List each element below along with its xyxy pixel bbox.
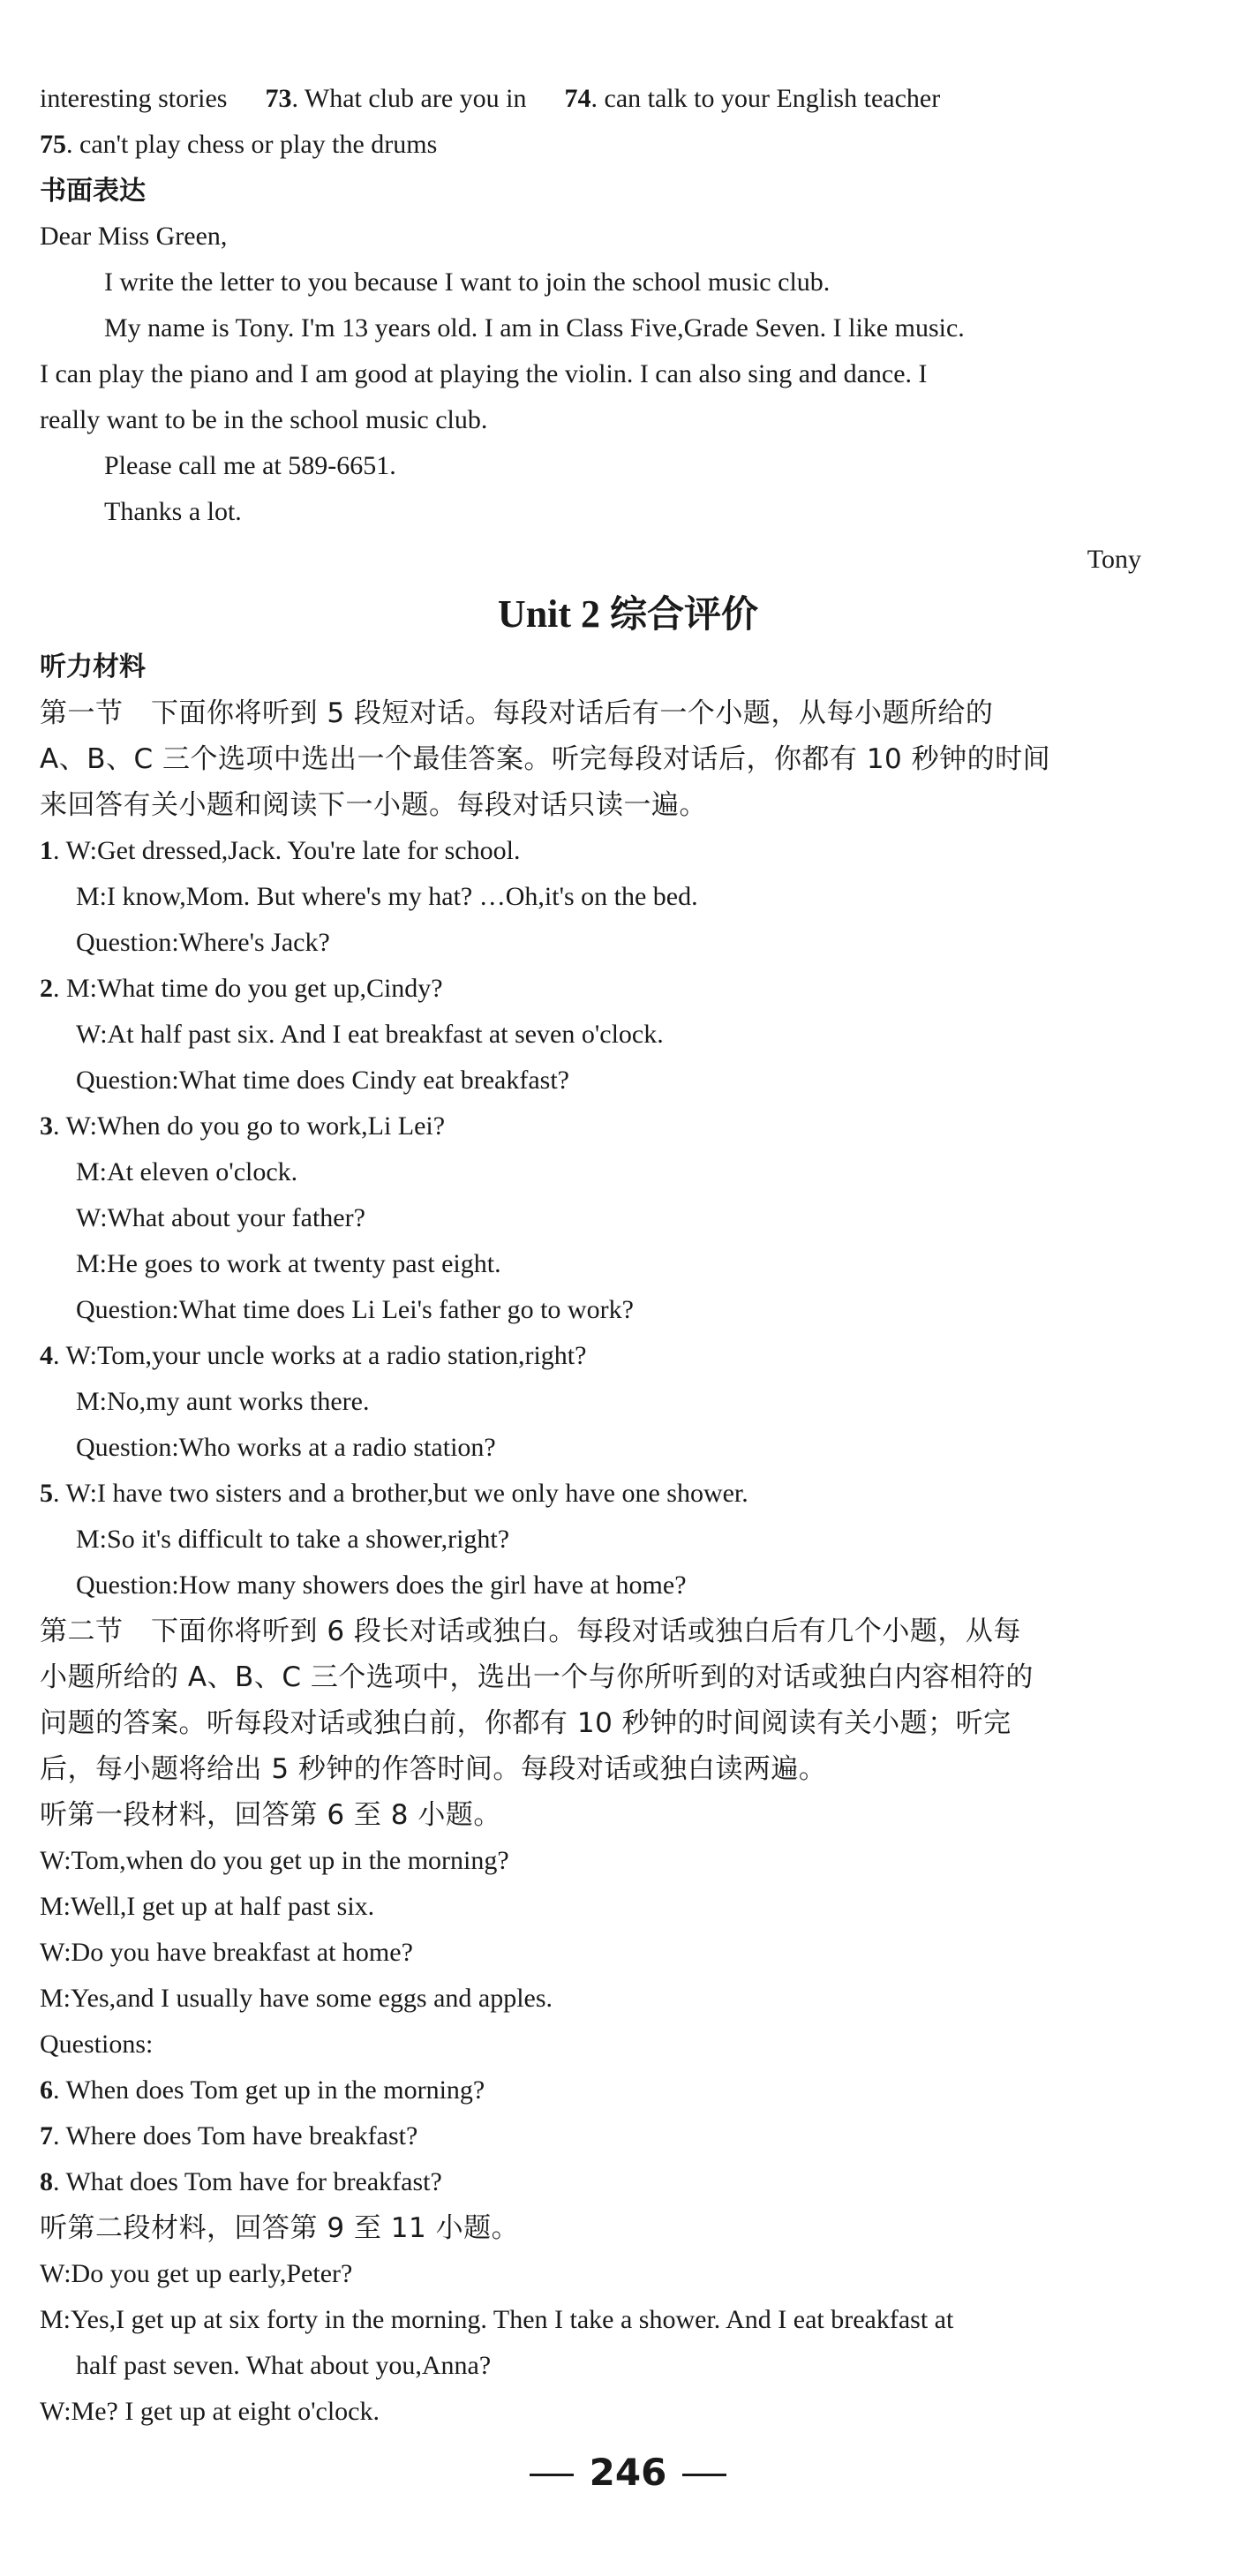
dialogue-line: M:I know,Mom. But where's my hat? …Oh,it's on the bed. xyxy=(76,882,698,911)
answer-number: 75 xyxy=(40,130,66,159)
letter-paragraph: My name is Tony. I'm 13 years old. I am in Class Five,Grade Seven. I like music. xyxy=(104,313,965,343)
dialogue-line xyxy=(40,1476,748,1511)
dialogue-line: W:Me? I get up at eight o'clock. xyxy=(40,2397,380,2426)
dialogue-line xyxy=(40,1109,445,1144)
dialogue-line: M:Yes,I get up at six forty in the morning. Then I take a shower. And I eat breakfast at xyxy=(40,2305,954,2334)
listening-heading: 听力材料 xyxy=(40,652,146,682)
letter-signature: Tony xyxy=(1087,545,1141,574)
dialogue-line: W:What about your father? xyxy=(76,1203,365,1232)
dialogue-line: half past seven. What about you,Anna? xyxy=(76,2351,492,2380)
dialogue-line: W:Do you get up early,Peter? xyxy=(40,2259,353,2288)
question-line xyxy=(40,2073,485,2108)
question-number: 8 xyxy=(40,2167,53,2196)
page-footer xyxy=(0,2451,1256,2495)
question-number: 3 xyxy=(40,1111,53,1141)
letter-paragraph: Thanks a lot. xyxy=(104,497,242,526)
section1-instruction: 第一节 下面你将听到 5 段短对话。每段对话后有一个小题，从每小题所给的 xyxy=(40,697,994,729)
question-line: Question:How many showers does the girl have at home? xyxy=(76,1570,687,1600)
dialogue-text: . M:What time do you get up,Cindy? xyxy=(53,974,443,1003)
question-line: Question:What time does Cindy eat breakfast? xyxy=(76,1066,569,1095)
dialogue-text: . W:Tom,your uncle works at a radio station,right? xyxy=(53,1341,587,1370)
dialogue-line: M:No,my aunt works there. xyxy=(76,1387,370,1416)
letter-paragraph: really want to be in the school music club. xyxy=(40,405,488,434)
question-line: Question:What time does Li Lei's father go to work? xyxy=(76,1295,634,1324)
dialogue-text: . W:Get dressed,Jack. You're late for school. xyxy=(53,836,521,865)
question-line xyxy=(40,2165,442,2200)
question-line: Question:Where's Jack? xyxy=(76,928,330,957)
letter-paragraph: I write the letter to you because I want to join the school music club. xyxy=(104,267,831,297)
answer-text: . can talk to your English teacher xyxy=(590,84,941,113)
dialogue-line: W:At half past six. And I eat breakfast at seven o'clock. xyxy=(76,1020,664,1049)
dialogue-line: M:Well,I get up at half past six. xyxy=(40,1892,375,1921)
dialogue-line xyxy=(40,833,520,869)
unit-title xyxy=(0,590,1256,639)
question-text: . When does Tom get up in the morning? xyxy=(53,2075,485,2105)
dialogue-text: . W:I have two sisters and a brother,but we only have one shower. xyxy=(53,1479,748,1508)
question-number: 1 xyxy=(40,836,53,865)
dialogue-line: W:Do you have breakfast at home? xyxy=(40,1938,413,1967)
question-number: 7 xyxy=(40,2121,53,2150)
dialogue-line xyxy=(40,971,443,1006)
answer-text: . What club are you in xyxy=(291,84,527,113)
section2-instruction: 问题的答案。听每段对话或独白前，你都有 10 秒钟的时间阅读有关小题；听完 xyxy=(40,1707,1012,1739)
question-number: 6 xyxy=(40,2075,53,2105)
dialogue-text: . W:When do you go to work,Li Lei? xyxy=(53,1111,446,1141)
section1-instruction: 来回答有关小题和阅读下一小题。每段对话只读一遍。 xyxy=(40,789,707,821)
dialogue-line: M:At eleven o'clock. xyxy=(76,1157,298,1186)
dialogue-line: M:So it's difficult to take a shower,right? xyxy=(76,1525,510,1554)
writing-heading: 书面表达 xyxy=(40,176,146,207)
section2-instruction: 后，每小题将给出 5 秒钟的作答时间。每段对话或独白读两遍。 xyxy=(40,1753,827,1785)
unit-title-en: Unit 2 xyxy=(497,592,601,636)
material-intro: 听第一段材料，回答第 6 至 8 小题。 xyxy=(40,1799,501,1831)
question-number: 2 xyxy=(40,974,53,1003)
dialogue-line: M:He goes to work at twenty past eight. xyxy=(76,1249,501,1278)
answer-text: . can't play chess or play the drums xyxy=(66,130,438,159)
section2-instruction: 小题所给的 A、B、C 三个选项中，选出一个与你所听到的对话或独白内容相符的 xyxy=(40,1661,1034,1693)
footer-dash-left xyxy=(530,2474,574,2476)
question-text: . Where does Tom have breakfast? xyxy=(53,2121,418,2150)
dialogue-line: W:Tom,when do you get up in the morning? xyxy=(40,1846,509,1875)
letter-paragraph: I can play the piano and I am good at playing the violin. I can also sing and dance. I xyxy=(40,359,928,388)
question-number: 4 xyxy=(40,1341,53,1370)
letter-greeting: Dear Miss Green, xyxy=(40,222,228,251)
dialogue-line xyxy=(40,1338,586,1374)
question-number: 5 xyxy=(40,1479,53,1508)
unit-title-cn: 综合评价 xyxy=(610,592,759,636)
answer-number: 74 xyxy=(564,84,591,113)
footer-dash-right xyxy=(682,2474,726,2476)
question-line xyxy=(40,2119,417,2154)
letter-paragraph: Please call me at 589-6651. xyxy=(104,451,396,480)
question-text: . What does Tom have for breakfast? xyxy=(53,2167,442,2196)
question-line: Question:Who works at a radio station? xyxy=(76,1433,496,1462)
page-number: 246 xyxy=(589,2451,667,2494)
dialogue-line: M:Yes,and I usually have some eggs and apples. xyxy=(40,1984,553,2013)
answer-text: interesting stories xyxy=(40,84,228,113)
answer-line-2 xyxy=(40,127,437,162)
section2-instruction: 第二节 下面你将听到 6 段长对话或独白。每段对话或独白后有几个小题，从每 xyxy=(40,1616,1021,1647)
section1-instruction: A、B、C 三个选项中选出一个最佳答案。听完每段对话后，你都有 10 秒钟的时间 xyxy=(40,743,1051,775)
questions-label: Questions: xyxy=(40,2030,154,2059)
answer-number: 73 xyxy=(265,84,292,113)
material-intro: 听第二段材料，回答第 9 至 11 小题。 xyxy=(40,2212,520,2244)
answer-line-1 xyxy=(40,81,940,117)
